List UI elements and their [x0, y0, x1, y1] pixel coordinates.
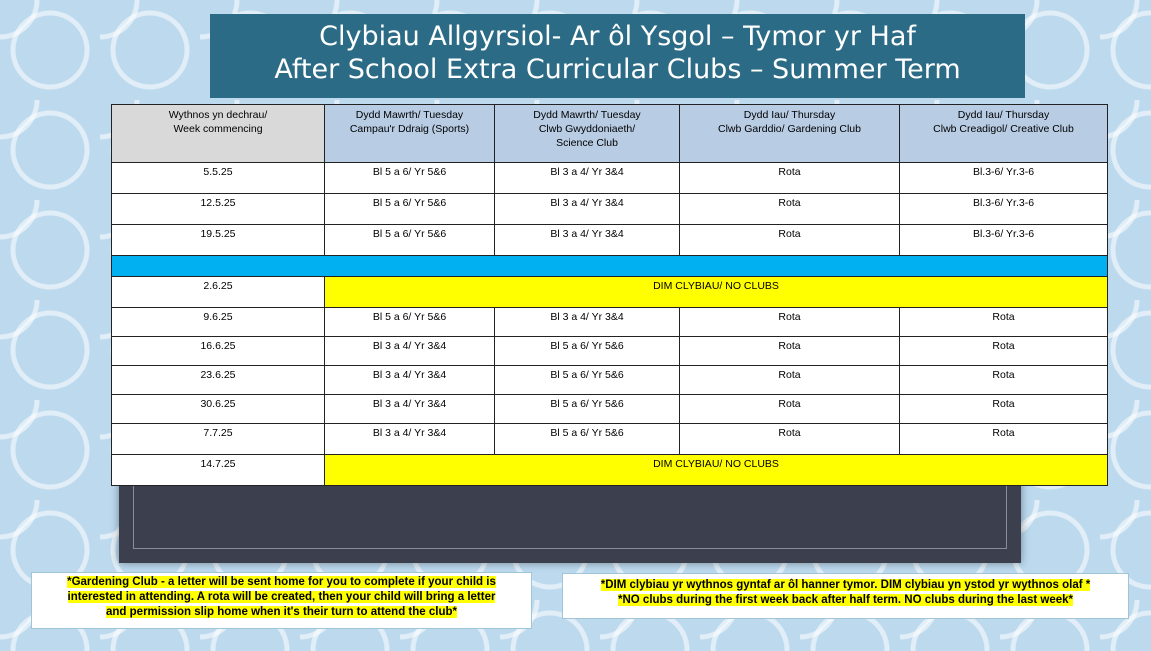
- science-cell: Bl 5 a 6/ Yr 5&6: [495, 395, 680, 424]
- table-row: [112, 225, 1108, 256]
- header-sports: Dydd Mawrth/ Tuesday Campau'r Ddraig (Sports): [325, 105, 495, 163]
- creative-cell: Bl.3-6/ Yr.3-6: [900, 163, 1108, 194]
- table-row: [112, 424, 1108, 455]
- panel-frame: [133, 478, 1007, 549]
- header-gardening: Dydd Iau/ Thursday Clwb Garddio/ Gardening Club: [680, 105, 900, 163]
- header-science: Dydd Mawrth/ Tuesday Clwb Gwyddoniaeth/ Science Club: [495, 105, 680, 163]
- header-row: [112, 105, 1108, 163]
- gardening-cell: Rota: [680, 225, 900, 256]
- clubs-table: [111, 104, 1108, 486]
- week-cell: 19.5.25: [112, 225, 325, 256]
- gardening-cell: Rota: [680, 194, 900, 225]
- sports-cell: Bl 3 a 4/ Yr 3&4: [325, 366, 495, 395]
- title-banner: [210, 14, 1025, 98]
- week-cell: 5.5.25: [112, 163, 325, 194]
- creative-cell: Rota: [900, 424, 1108, 455]
- week-cell: 30.6.25: [112, 395, 325, 424]
- week-cell: 2.6.25: [112, 277, 325, 308]
- no-clubs-note: *DIM clybiau yr wythnos gyntaf ar ôl hanner tymor. DIM clybiau yn ystod yr wythnos olaf * *NO clubs during the first week back after half term. NO clubs during the last week*: [562, 573, 1129, 619]
- sports-cell: Bl 3 a 4/ Yr 3&4: [325, 424, 495, 455]
- no-clubs-row: [112, 455, 1108, 486]
- sports-cell: Bl 5 a 6/ Yr 5&6: [325, 163, 495, 194]
- creative-cell: Rota: [900, 308, 1108, 337]
- science-cell: Bl 5 a 6/ Yr 5&6: [495, 366, 680, 395]
- header-week: Wythnos yn dechrau/ Week commencing: [112, 105, 325, 163]
- gardening-cell: Rota: [680, 308, 900, 337]
- gardening-cell: Rota: [680, 337, 900, 366]
- title-welsh: Clybiau Allgyrsiol- Ar ôl Ysgol – Tymor yr Haf: [319, 21, 916, 52]
- creative-cell: Bl.3-6/ Yr.3-6: [900, 194, 1108, 225]
- science-cell: Bl 3 a 4/ Yr 3&4: [495, 194, 680, 225]
- science-cell: Bl 3 a 4/ Yr 3&4: [495, 308, 680, 337]
- table-row: [112, 308, 1108, 337]
- header-creative: Dydd Iau/ Thursday Clwb Creadigol/ Creative Club: [900, 105, 1108, 163]
- gardening-cell: Rota: [680, 163, 900, 194]
- week-cell: 14.7.25: [112, 455, 325, 486]
- gardening-cell: Rota: [680, 366, 900, 395]
- half-term-break-row: [112, 256, 1108, 277]
- half-term-break-bar: [112, 256, 1108, 277]
- sports-cell: Bl 5 a 6/ Yr 5&6: [325, 308, 495, 337]
- table-row: [112, 366, 1108, 395]
- week-cell: 12.5.25: [112, 194, 325, 225]
- no-clubs-cell: DIM CLYBIAU/ NO CLUBS: [325, 455, 1108, 486]
- no-clubs-row: [112, 277, 1108, 308]
- science-cell: Bl 3 a 4/ Yr 3&4: [495, 163, 680, 194]
- science-cell: Bl 5 a 6/ Yr 5&6: [495, 424, 680, 455]
- science-cell: Bl 5 a 6/ Yr 5&6: [495, 337, 680, 366]
- table-row: [112, 194, 1108, 225]
- no-clubs-cell: DIM CLYBIAU/ NO CLUBS: [325, 277, 1108, 308]
- creative-cell: Rota: [900, 395, 1108, 424]
- table-row: [112, 395, 1108, 424]
- sports-cell: Bl 3 a 4/ Yr 3&4: [325, 395, 495, 424]
- creative-cell: Bl.3-6/ Yr.3-6: [900, 225, 1108, 256]
- sports-cell: Bl 3 a 4/ Yr 3&4: [325, 337, 495, 366]
- gardening-cell: Rota: [680, 424, 900, 455]
- week-cell: 23.6.25: [112, 366, 325, 395]
- creative-cell: Rota: [900, 366, 1108, 395]
- sports-cell: Bl 5 a 6/ Yr 5&6: [325, 225, 495, 256]
- science-cell: Bl 3 a 4/ Yr 3&4: [495, 225, 680, 256]
- table-row: [112, 337, 1108, 366]
- creative-cell: Rota: [900, 337, 1108, 366]
- week-cell: 7.7.25: [112, 424, 325, 455]
- week-cell: 16.6.25: [112, 337, 325, 366]
- gardening-cell: Rota: [680, 395, 900, 424]
- sports-cell: Bl 5 a 6/ Yr 5&6: [325, 194, 495, 225]
- week-cell: 9.6.25: [112, 308, 325, 337]
- title-english: After School Extra Curricular Clubs – Summer Term: [274, 54, 961, 85]
- table-row: [112, 163, 1108, 194]
- gardening-club-note: *Gardening Club - a letter will be sent home for you to complete if your child is interested in attending. A rota will be created, then your child will bring a letter and permission slip home when it's their turn to attend the club*: [31, 572, 532, 629]
